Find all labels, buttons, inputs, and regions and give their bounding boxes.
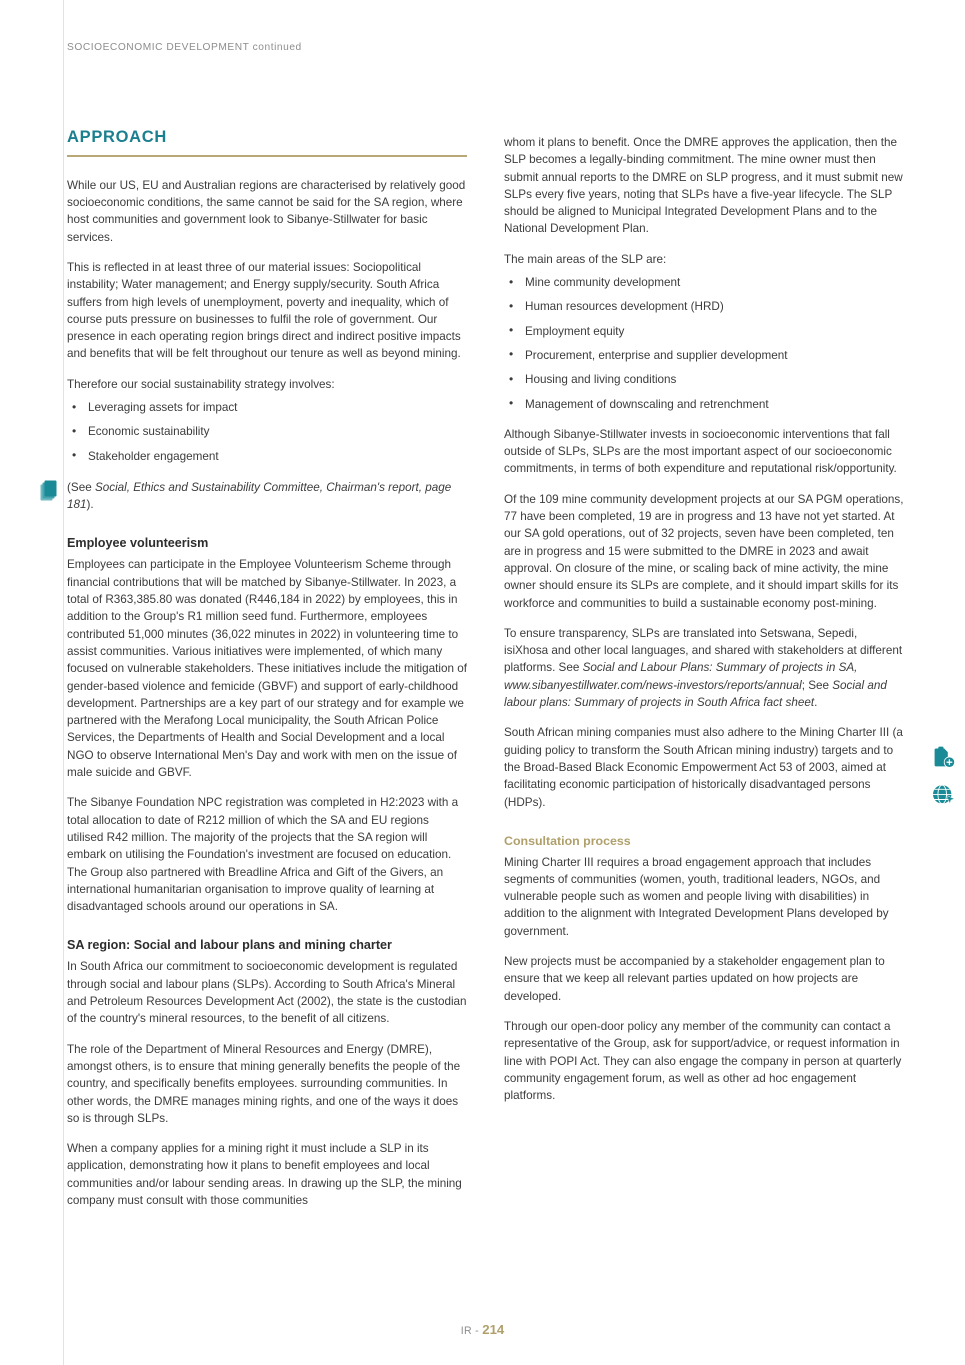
- page-body: [67, 128, 905, 1222]
- paragraph-consultation-1: Mining Charter III requires a broad engagement approach that includes segments of communities (women, youth, traditional leaders, NGOs, and vulnerable people such as women and people living with disabilities) in addition to the alignment with Integrated Development Plans developed by government.: [504, 855, 889, 938]
- transparency-text-2: ; See: [801, 678, 833, 692]
- document-pages-icon: [40, 480, 59, 502]
- strategy-bullet-list: [67, 399, 467, 465]
- page-footer: [0, 1322, 965, 1337]
- transparency-text-3: .: [814, 696, 818, 710]
- paragraph-although-slp: Although Sibanye-Stillwater invests in socioeconomic interventions that fall outside of SLPs, SLPs are the most important aspect of our socioeconomic commitments, in terms of both expenditure and reputational risk/opportunity.: [504, 427, 897, 476]
- paragraph-slp-continued: whom it plans to benefit. Once the DMRE approves the application, then the SLP becomes a legally-binding commitment. The mine owner must then submit annual reports to the DMRE on SLP progress, and it must submit new SLPs every five years, noting that SLPs have a five-year lifecycle. The SLP should be aligned to Municipal Integrated Development Plans and to the National Development Plan.: [504, 136, 903, 236]
- document-add-icon[interactable]: [931, 745, 965, 776]
- paragraph-transparency: [504, 625, 904, 711]
- strategy-lead-in: Therefore our social sustainability strategy involves:: [67, 377, 335, 391]
- list-item: • Human resources development (HRD): [504, 298, 904, 315]
- xref-italic: Social, Ethics and Sustainability Committee, Chairman's report, page 181: [67, 480, 452, 512]
- transparency-reference-2[interactable]: Social and labour plans: Summary of projects in South Africa fact sheet: [504, 678, 887, 710]
- transparency-reference-1[interactable]: Social and Labour Plans: Summary of projects in SA, www.sibanyestillwater.com/news-investors/reports/annual: [504, 661, 858, 692]
- list-item: • Management of downscaling and retrenchment: [504, 396, 904, 413]
- paragraph-mining-charter: South African mining companies must also adhere to the Mining Charter III (a guiding policy to transform the South African mining industry) targets and to the Broad-Based Black Economic Empowerment Act 53 of 2003, aimed at facilitating economic participation of historically disadvantaged persons (HDPs).: [504, 726, 903, 809]
- page-title: APPROACH: [67, 128, 168, 146]
- paragraph-sa-region-2: The role of the Department of Mineral Resources and Energy (DMRE), amongst others, is to ensure that mining generally benefits the people of the country, and specifically benefits employees. surrounding communities. In other words, the DMRE manages mining rights, and one of the ways it does so is through SLPs.: [67, 1042, 461, 1125]
- paragraph-sa-region-3: When a company applies for a mining right it must include a SLP in its application, demonstrating how it plans to benefit employees and local communities and/or labour sending areas. In drawing up the SLP, the mining company must consult with those communities: [67, 1142, 462, 1207]
- subheading-consultation-process: Consultation process: [504, 833, 631, 848]
- xref-prefix: (See: [67, 480, 95, 494]
- list-item: • Leveraging assets for impact: [67, 399, 467, 416]
- subheading-employee-volunteerism: Employee volunteerism: [67, 536, 209, 551]
- list-item: • Stakeholder engagement: [67, 448, 467, 465]
- list-item: • Housing and living conditions: [504, 371, 904, 388]
- slp-areas-lead-in: The main areas of the SLP are:: [504, 252, 667, 266]
- list-item: • Employment equity: [504, 323, 904, 340]
- paragraph-approach-1: While our US, EU and Australian regions are characterised by relatively good socioeconomic conditions, the same cannot be said for the SA region, where host communities and government look to Sibanye-Stillwater for basic services.: [67, 178, 466, 244]
- paragraph-consultation-3: Through our open-door policy any member of the community can contact a representative of the Group, ask for support/advice, or request information in line with POPI Act. They can also engage the company in person at quarterly community engagement forum, as well as other ad hoc engagement platforms.: [504, 1019, 902, 1103]
- paragraph-approach-2: This is reflected in at least three of our material issues: Sociopolitical instability; Water management; and Energy supply/security. South Africa suffers from high levels of unemployment, poverty and inequality, which of course puts pressure on businesses to fulfil the role of government. Our presence in each operating region brings direct and indirect positive impacts and benefits that will be felt throughout our tenure as well as beyond mining.: [67, 260, 461, 361]
- xref-suffix: ).: [86, 498, 94, 512]
- cross-reference-block[interactable]: [67, 479, 467, 514]
- page-left-rule: [63, 0, 64, 1365]
- paragraph-sa-region-1: In South Africa our commitment to socioeconomic development is regulated through social and labour plans (SLPs). According to South Africa's Mineral and Petroleum Resources Development Act (2002), the state is the custodian of the country's mineral resources, to the benefit of all citizens.: [67, 960, 467, 1026]
- list-item: • Procurement, enterprise and supplier development: [504, 347, 904, 364]
- paragraph-project-counts: Of the 109 mine community development projects at our SA PGM operations, 77 have been completed, 19 are in progress and 13 have not yet started. At our SA gold operations, out of 32 projects, seven have been completed, ten are in progress and 15 were submitted to the DMRE in 2023 and await approval. On closure of the mine, or scaling back of mine activity, the mine owner should ensure its SLPs are complete, and it should impart skills for its workforce and communities to build a sustainable economy post-mining.: [504, 492, 904, 610]
- list-item: • Economic sustainability: [67, 423, 467, 440]
- right-column: [504, 128, 904, 1222]
- running-header: SOCIOECONOMIC DEVELOPMENT continued: [67, 42, 302, 53]
- paragraph-volunteerism-1: Employees can participate in the Employee Volunteerism Scheme through financial contributions that will be matched by Sibanye-Stillwater. In 2023, a total of R363,385.80 was donated (R446,184 in 2022) by employees, this in addition to the Group's R1 million seed fund. Furthermore, employees contributed 51,000 minutes (36,022 minutes in 2022) in volunteering time to assist communities. Various initiatives were implemented, of which many focused on vulnerable stakeholders. These initiatives include the mitigation of gender-based violence and femicide (GBVF) and support of early-childhood development. Partnerships are a key part of our strategy and for example we partnered with the Merafong Local municipality, the South African Police Services, the Departments of Health and Social Development and a local NGO to observe International Men's Day and work with men on the issue of male suicide and GBVF.: [67, 558, 467, 780]
- globe-link-icon[interactable]: [931, 782, 965, 813]
- cross-reference-text: [67, 479, 467, 514]
- subheading-sa-region: SA region: Social and labour plans and mining charter: [67, 938, 392, 953]
- slp-areas-bullet-list: [504, 274, 904, 413]
- footer-prefix: IR -: [460, 1325, 479, 1337]
- reference-icon-group: [931, 745, 965, 819]
- title-underline: [67, 155, 467, 157]
- paragraph-volunteerism-2: The Sibanye Foundation NPC registration was completed in H2:2023 with a total allocation to date of R212 million of which the SA and EU regions utilised R42 million. The majority of the projects that the SA region will embark on utilising the Foundation's investment are focused on education. The Group also partnered with Breadline Africa and Gift of the Givers, an international humanitarian organisation to improve quality of learning at disadvantaged schools around our operations in SA.: [67, 796, 459, 914]
- paragraph-consultation-2: New projects must be accompanied by a stakeholder engagement plan to ensure that we keep all relevant parties updated on how projects are developed.: [504, 955, 885, 1003]
- transparency-text-1: To ensure transparency, SLPs are translated into Setswana, Sepedi, isiXhosa and other local languages, and shared with stakeholders at different platforms. See: [504, 626, 903, 675]
- page-number: 214: [482, 1322, 505, 1337]
- list-item: • Mine community development: [504, 274, 904, 291]
- left-column: [67, 128, 467, 1222]
